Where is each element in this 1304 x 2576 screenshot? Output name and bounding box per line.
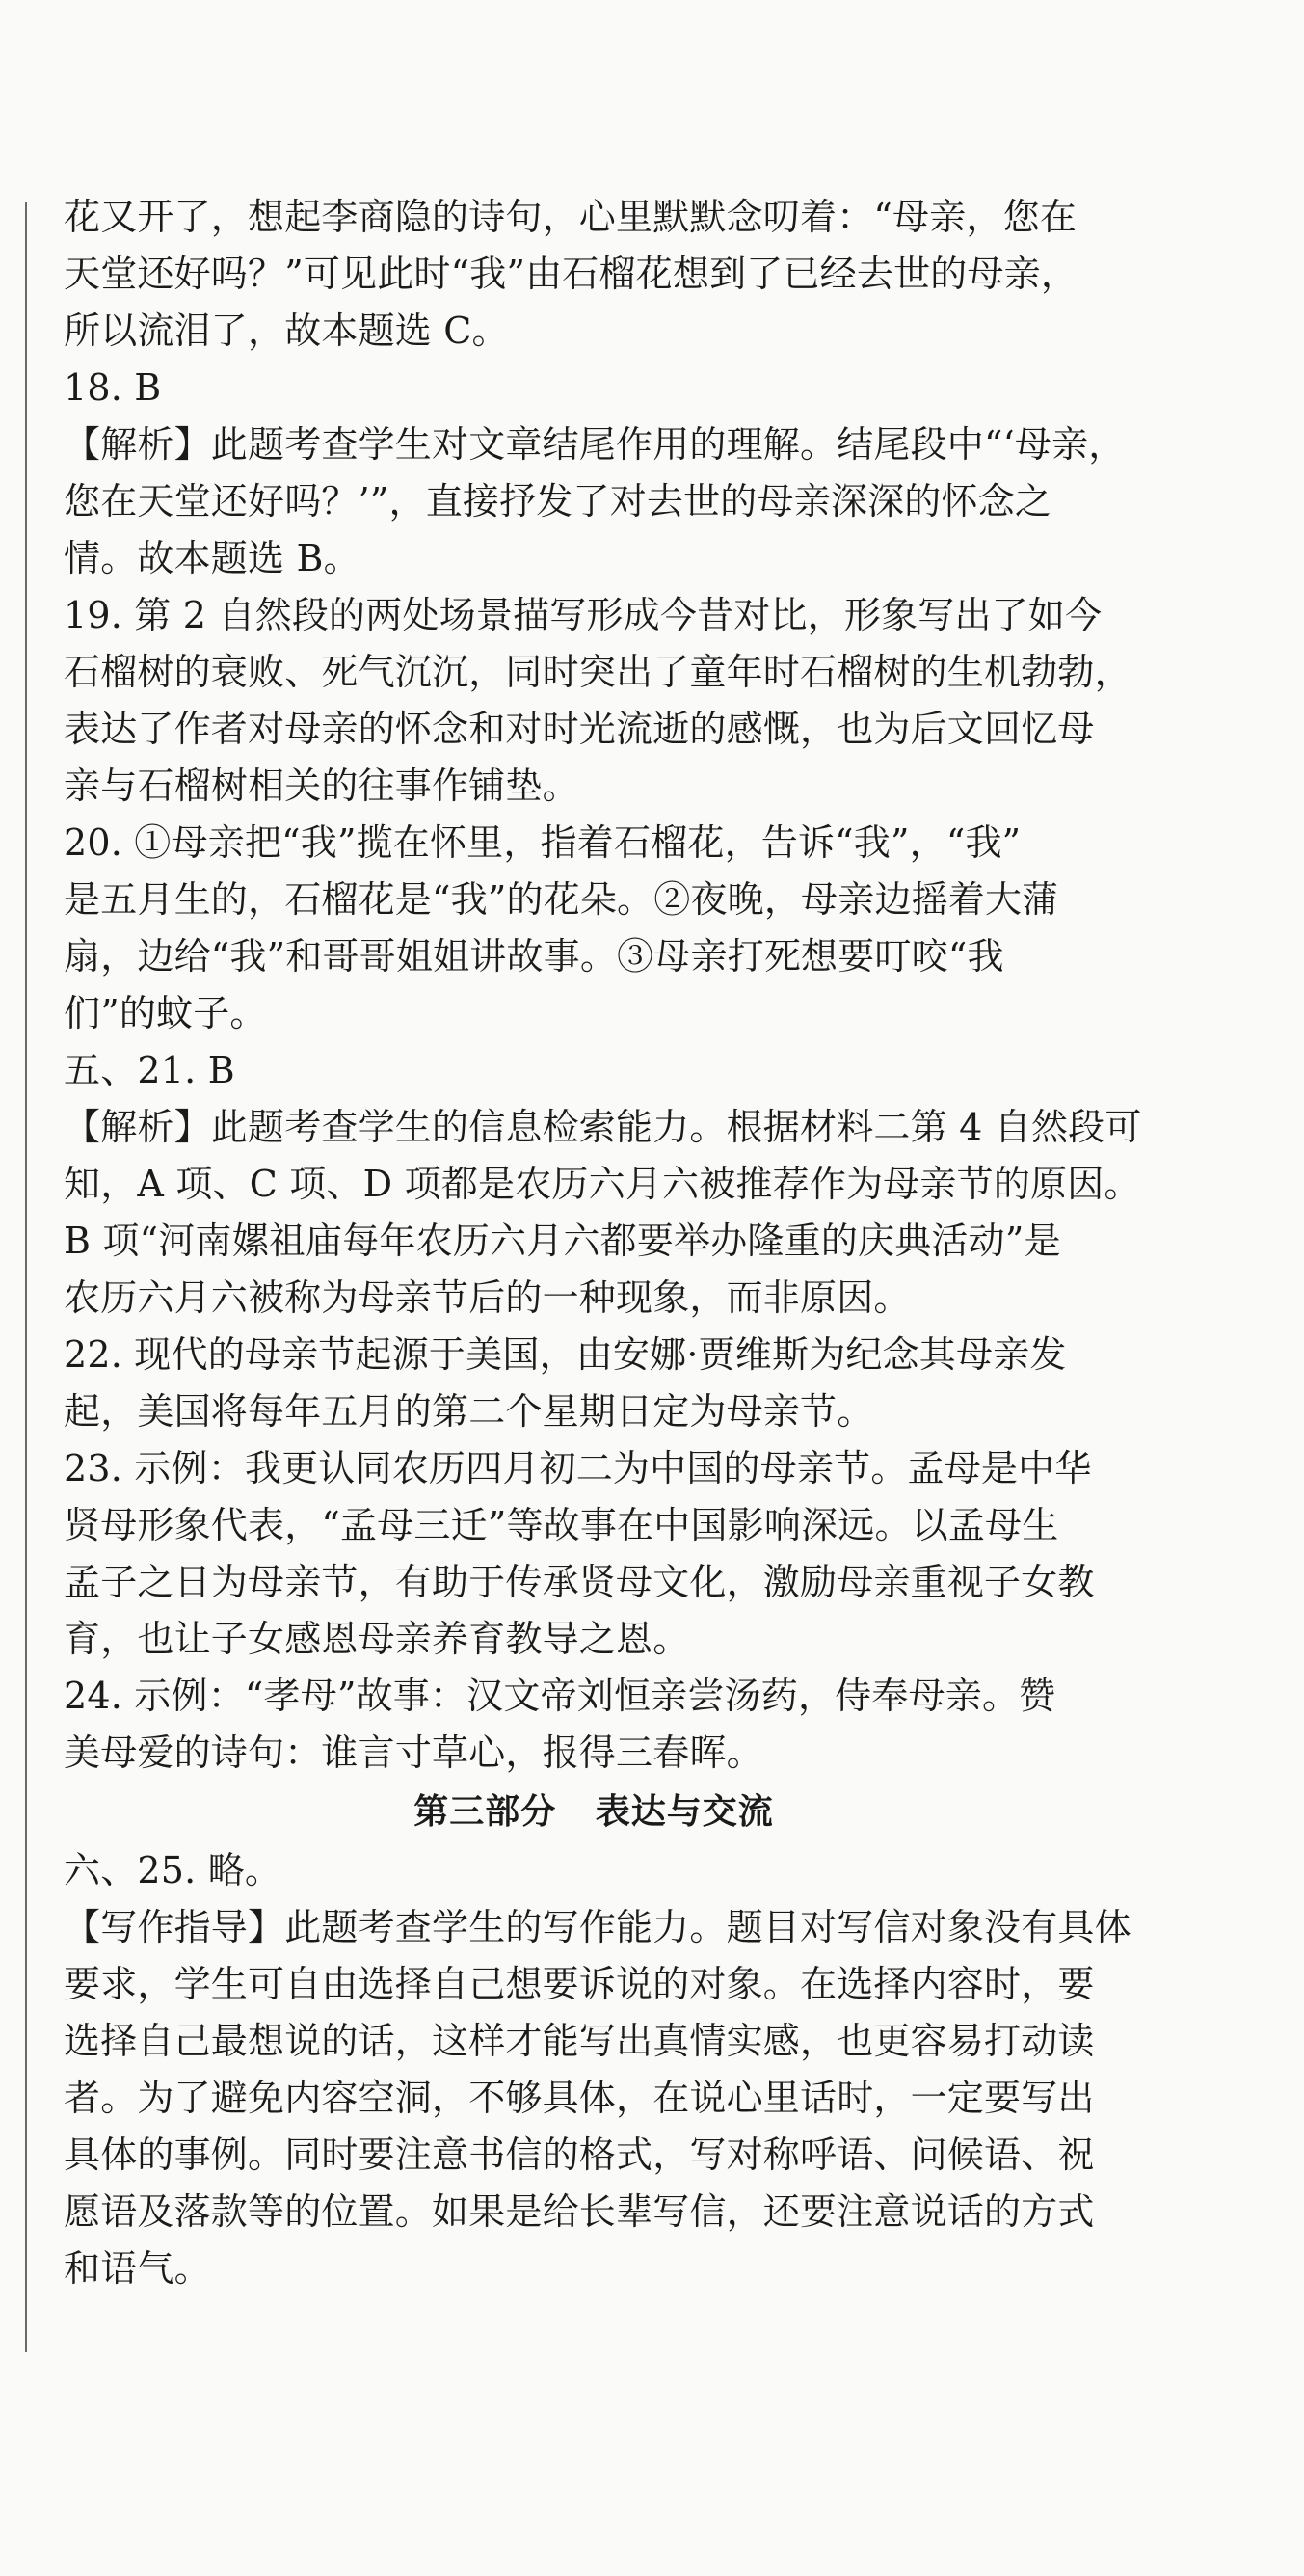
- text-line: 花又开了，想起李商隐的诗句，心里默默念叨着：“母亲，您在: [64, 196, 1078, 238]
- answer-19: 19. 第 2 自然段的两处场景描写形成今昔对比，形象写出了如今: [64, 594, 1103, 636]
- text-line: 们”的蚊子。: [64, 992, 267, 1034]
- text-line: 贤母形象代表，“孟母三迁”等故事在中国影响深远。以孟母生: [64, 1504, 1059, 1546]
- text-line: 要求，学生可自由选择自己想要诉说的对象。在选择内容时，要: [64, 1963, 1095, 2005]
- answer-text-block: [64, 189, 1142, 2297]
- text-line: B 项“河南嫘祖庙每年农历六月六都要举办隆重的庆典活动”是: [64, 1220, 1061, 1262]
- text-line: 知，A 项、C 项、D 项都是农历六月六被推荐作为母亲节的原因。: [64, 1163, 1141, 1205]
- answer-22: 22. 现代的母亲节起源于美国，由安娜·贾维斯为纪念其母亲发: [64, 1333, 1067, 1376]
- text-line: 农历六月六被称为母亲节后的一种现象，而非原因。: [64, 1276, 911, 1319]
- text-line: 石榴树的衰败、死气沉沉，同时突出了童年时石榴树的生机勃勃，: [64, 651, 1131, 693]
- text-line: 所以流泪了，故本题选 C。: [64, 309, 509, 352]
- text-line: 具体的事例。同时要注意书信的格式，写对称呼语、问候语、祝: [64, 2133, 1095, 2176]
- margin-rule: [25, 202, 27, 2352]
- answer-20: 20. ①母亲把“我”揽在怀里，指着石榴花，告诉“我”，“我”: [64, 821, 1022, 864]
- text-line: 愿语及落款等的位置。如果是给长辈写信，还要注意说话的方式: [64, 2190, 1095, 2233]
- text-line: 起，美国将每年五月的第二个星期日定为母亲节。: [64, 1390, 874, 1433]
- text-line: 选择自己最想说的话，这样才能写出真情实感，也更容易打动读: [64, 2020, 1095, 2062]
- text-line: 孟子之日为母亲节，有助于传承贤母文化，激励母亲重视子女教: [64, 1561, 1095, 1603]
- text-line: 和语气。: [64, 2247, 211, 2290]
- text-line: 育，也让子女感恩母亲养育教导之恩。: [64, 1618, 690, 1660]
- text-line: 情。故本题选 B。: [64, 537, 360, 579]
- text-line: 是五月生的，石榴花是“我”的花朵。②夜晚，母亲边摇着大蒲: [64, 878, 1059, 921]
- text-line: 亲与石榴树相关的往事作铺垫。: [64, 765, 579, 807]
- text-line: 表达了作者对母亲的怀念和对时光流逝的感慨，也为后文回忆母: [64, 708, 1095, 750]
- text-line: 【解析】此题考查学生对文章结尾作用的理解。结尾段中“‘母亲，: [64, 423, 1126, 466]
- answer-23: 23. 示例：我更认同农历四月初二为中国的母亲节。孟母是中华: [64, 1447, 1092, 1489]
- text-line: 天堂还好吗？”可见此时“我”由石榴花想到了已经去世的母亲，: [64, 253, 1078, 295]
- text-line: 【解析】此题考查学生的信息检索能力。根据材料二第 4 自然段可: [64, 1106, 1142, 1148]
- text-line: 【写作指导】此题考查学生的写作能力。题目对写信对象没有具体: [64, 1906, 1131, 1948]
- text-line: 美母爱的诗句：谁言寸草心，报得三春晖。: [64, 1731, 763, 1774]
- section-title: 第三部分 表达与交流: [413, 1792, 774, 1832]
- answer-21: 五、21. B: [64, 1049, 235, 1091]
- text-line: 扇，边给“我”和哥哥姐姐讲故事。③母亲打死想要叮咬“我: [64, 935, 1004, 978]
- text-line: 者。为了避免内容空洞，不够具体，在说心里话时，一定要写出: [64, 2077, 1095, 2119]
- text-line: 您在天堂还好吗？’”，直接抒发了对去世的母亲深深的怀念之: [64, 480, 1052, 523]
- answer-18: 18. B: [64, 366, 162, 409]
- answer-24: 24. 示例：“孝母”故事：汉文帝刘恒亲尝汤药，侍奉母亲。赞: [64, 1675, 1056, 1717]
- answer-25: 六、25. 略。: [64, 1849, 282, 1892]
